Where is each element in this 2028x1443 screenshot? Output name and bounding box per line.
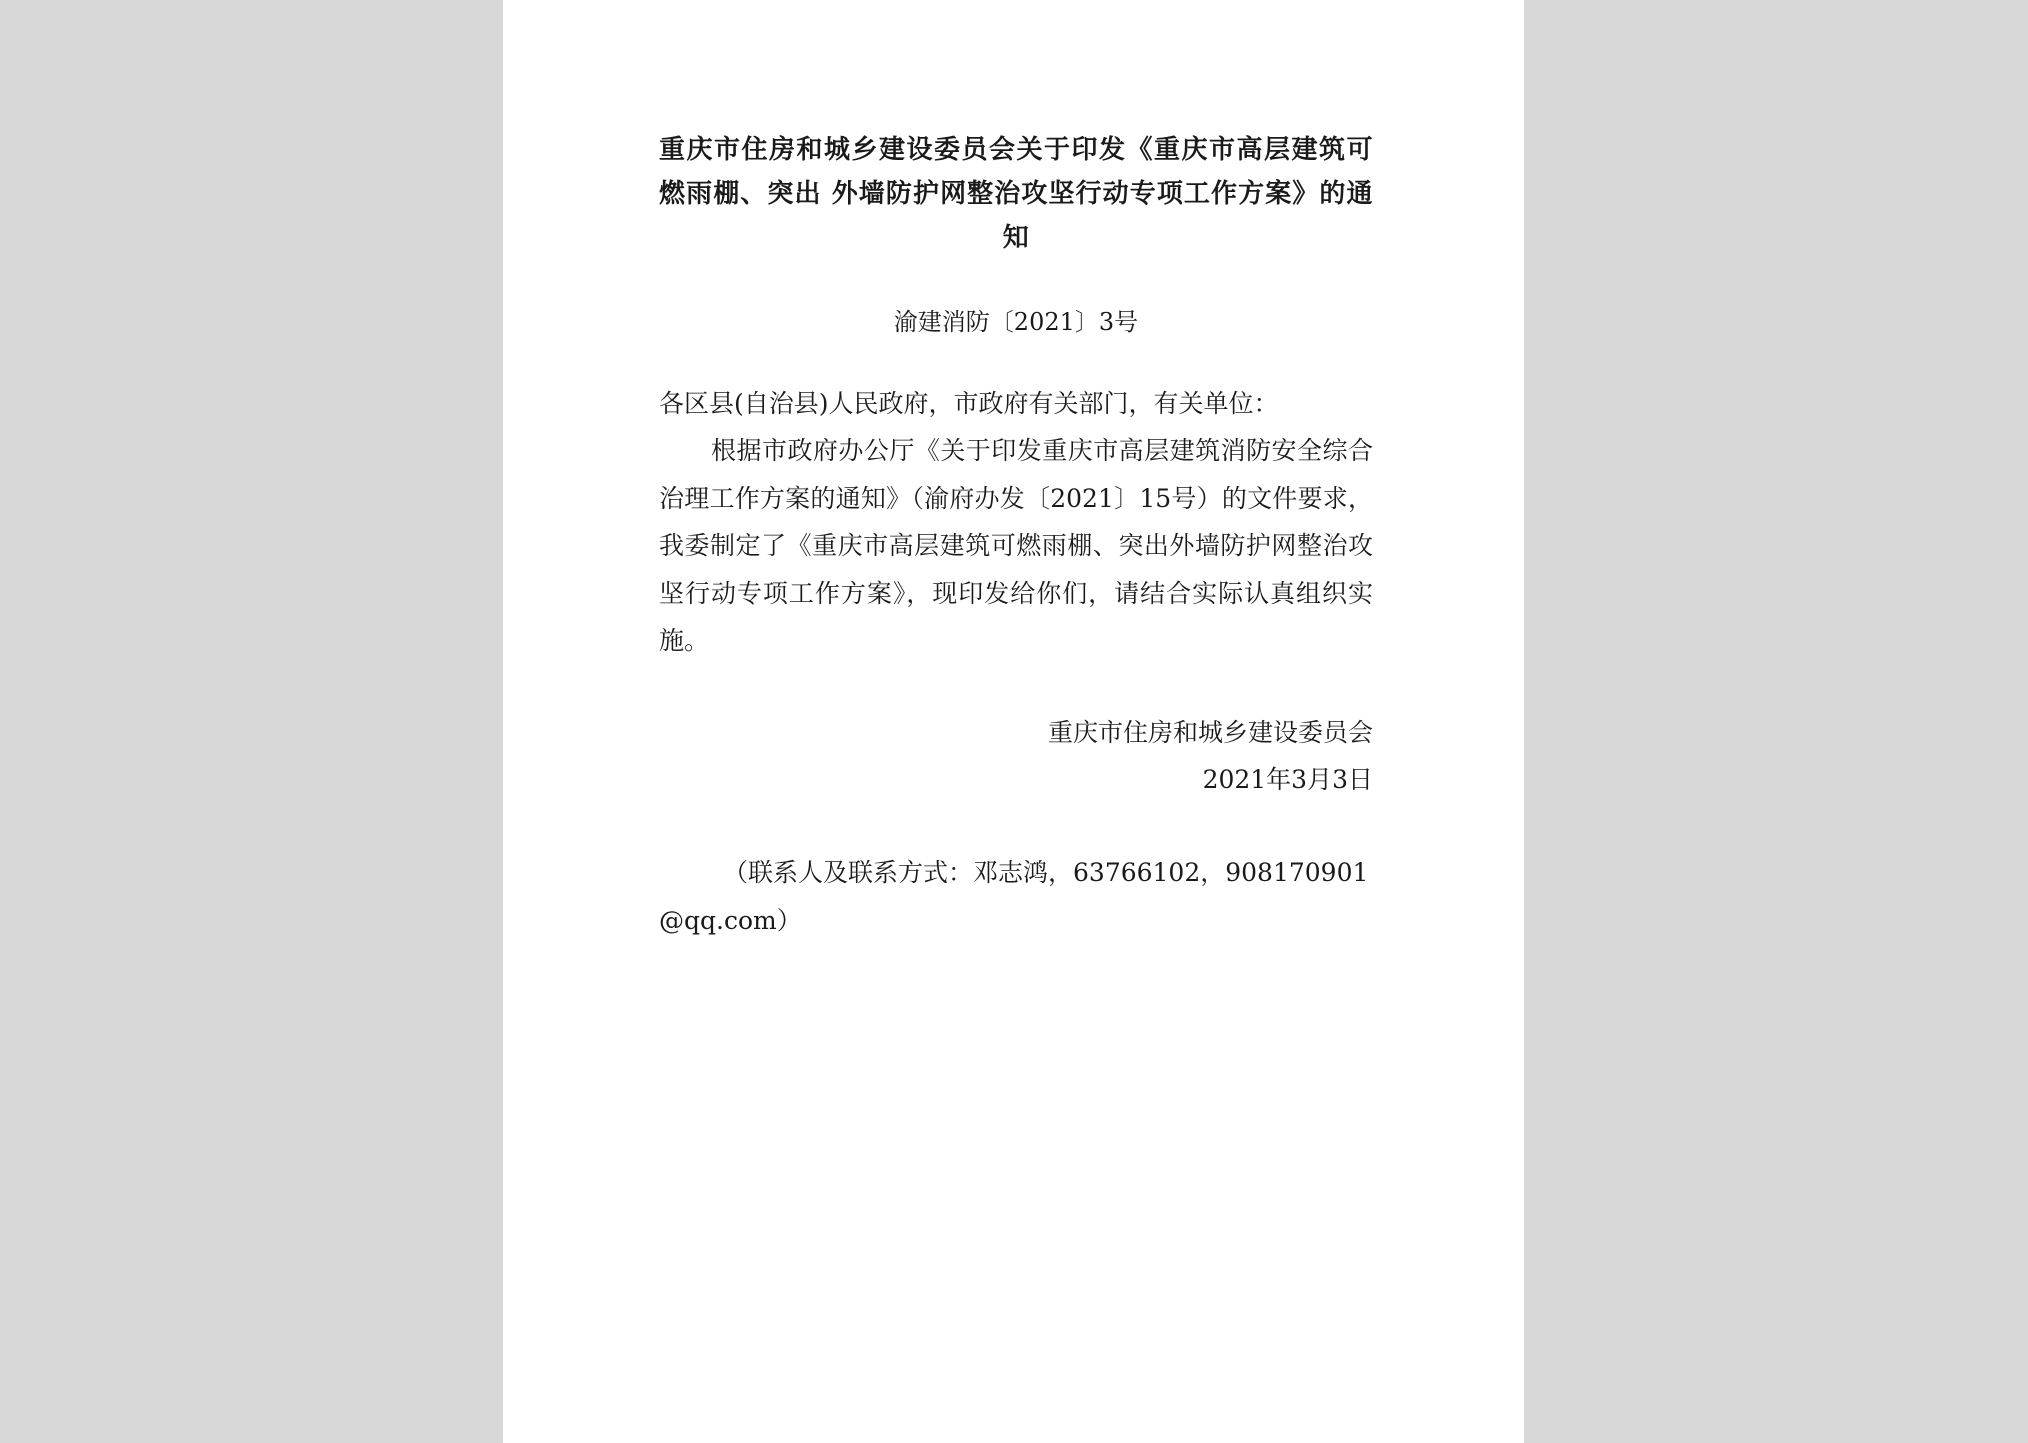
signature-block (659, 709, 1373, 803)
page-content (659, 128, 1373, 945)
contact-info: （联系人及联系方式：邓志鸿，63766102，908170901@qq.com） (659, 857, 1369, 935)
document-page (503, 0, 1524, 1443)
document-number: 渝建消防〔2021〕3号 (893, 308, 1139, 336)
recipients-line: 各区县(自治县)人民政府，市政府有关部门，有关单位： (659, 389, 1279, 418)
signature-organization: 重庆市住房和城乡建设委员会 (1047, 717, 1373, 747)
document-title: 重庆市住房和城乡建设委员会关于印发《重庆市高层建筑可燃雨棚、突出 外墙防护网整治攻坚行动专项工作方案》的通知 (659, 135, 1373, 253)
signature-date: 2021年3月3日 (1202, 764, 1373, 794)
body-paragraph: 根据市政府办公厅《关于印发重庆市高层建筑消防安全综合治理工作方案的通知》（渝府办发〔2021〕15号）的文件要求，我委制定了《重庆市高层建筑可燃雨棚、突出外墙防护网整治攻坚行动专项工作方案》，现印发给你们，请结合实际认真组织实施。 (659, 436, 1373, 655)
